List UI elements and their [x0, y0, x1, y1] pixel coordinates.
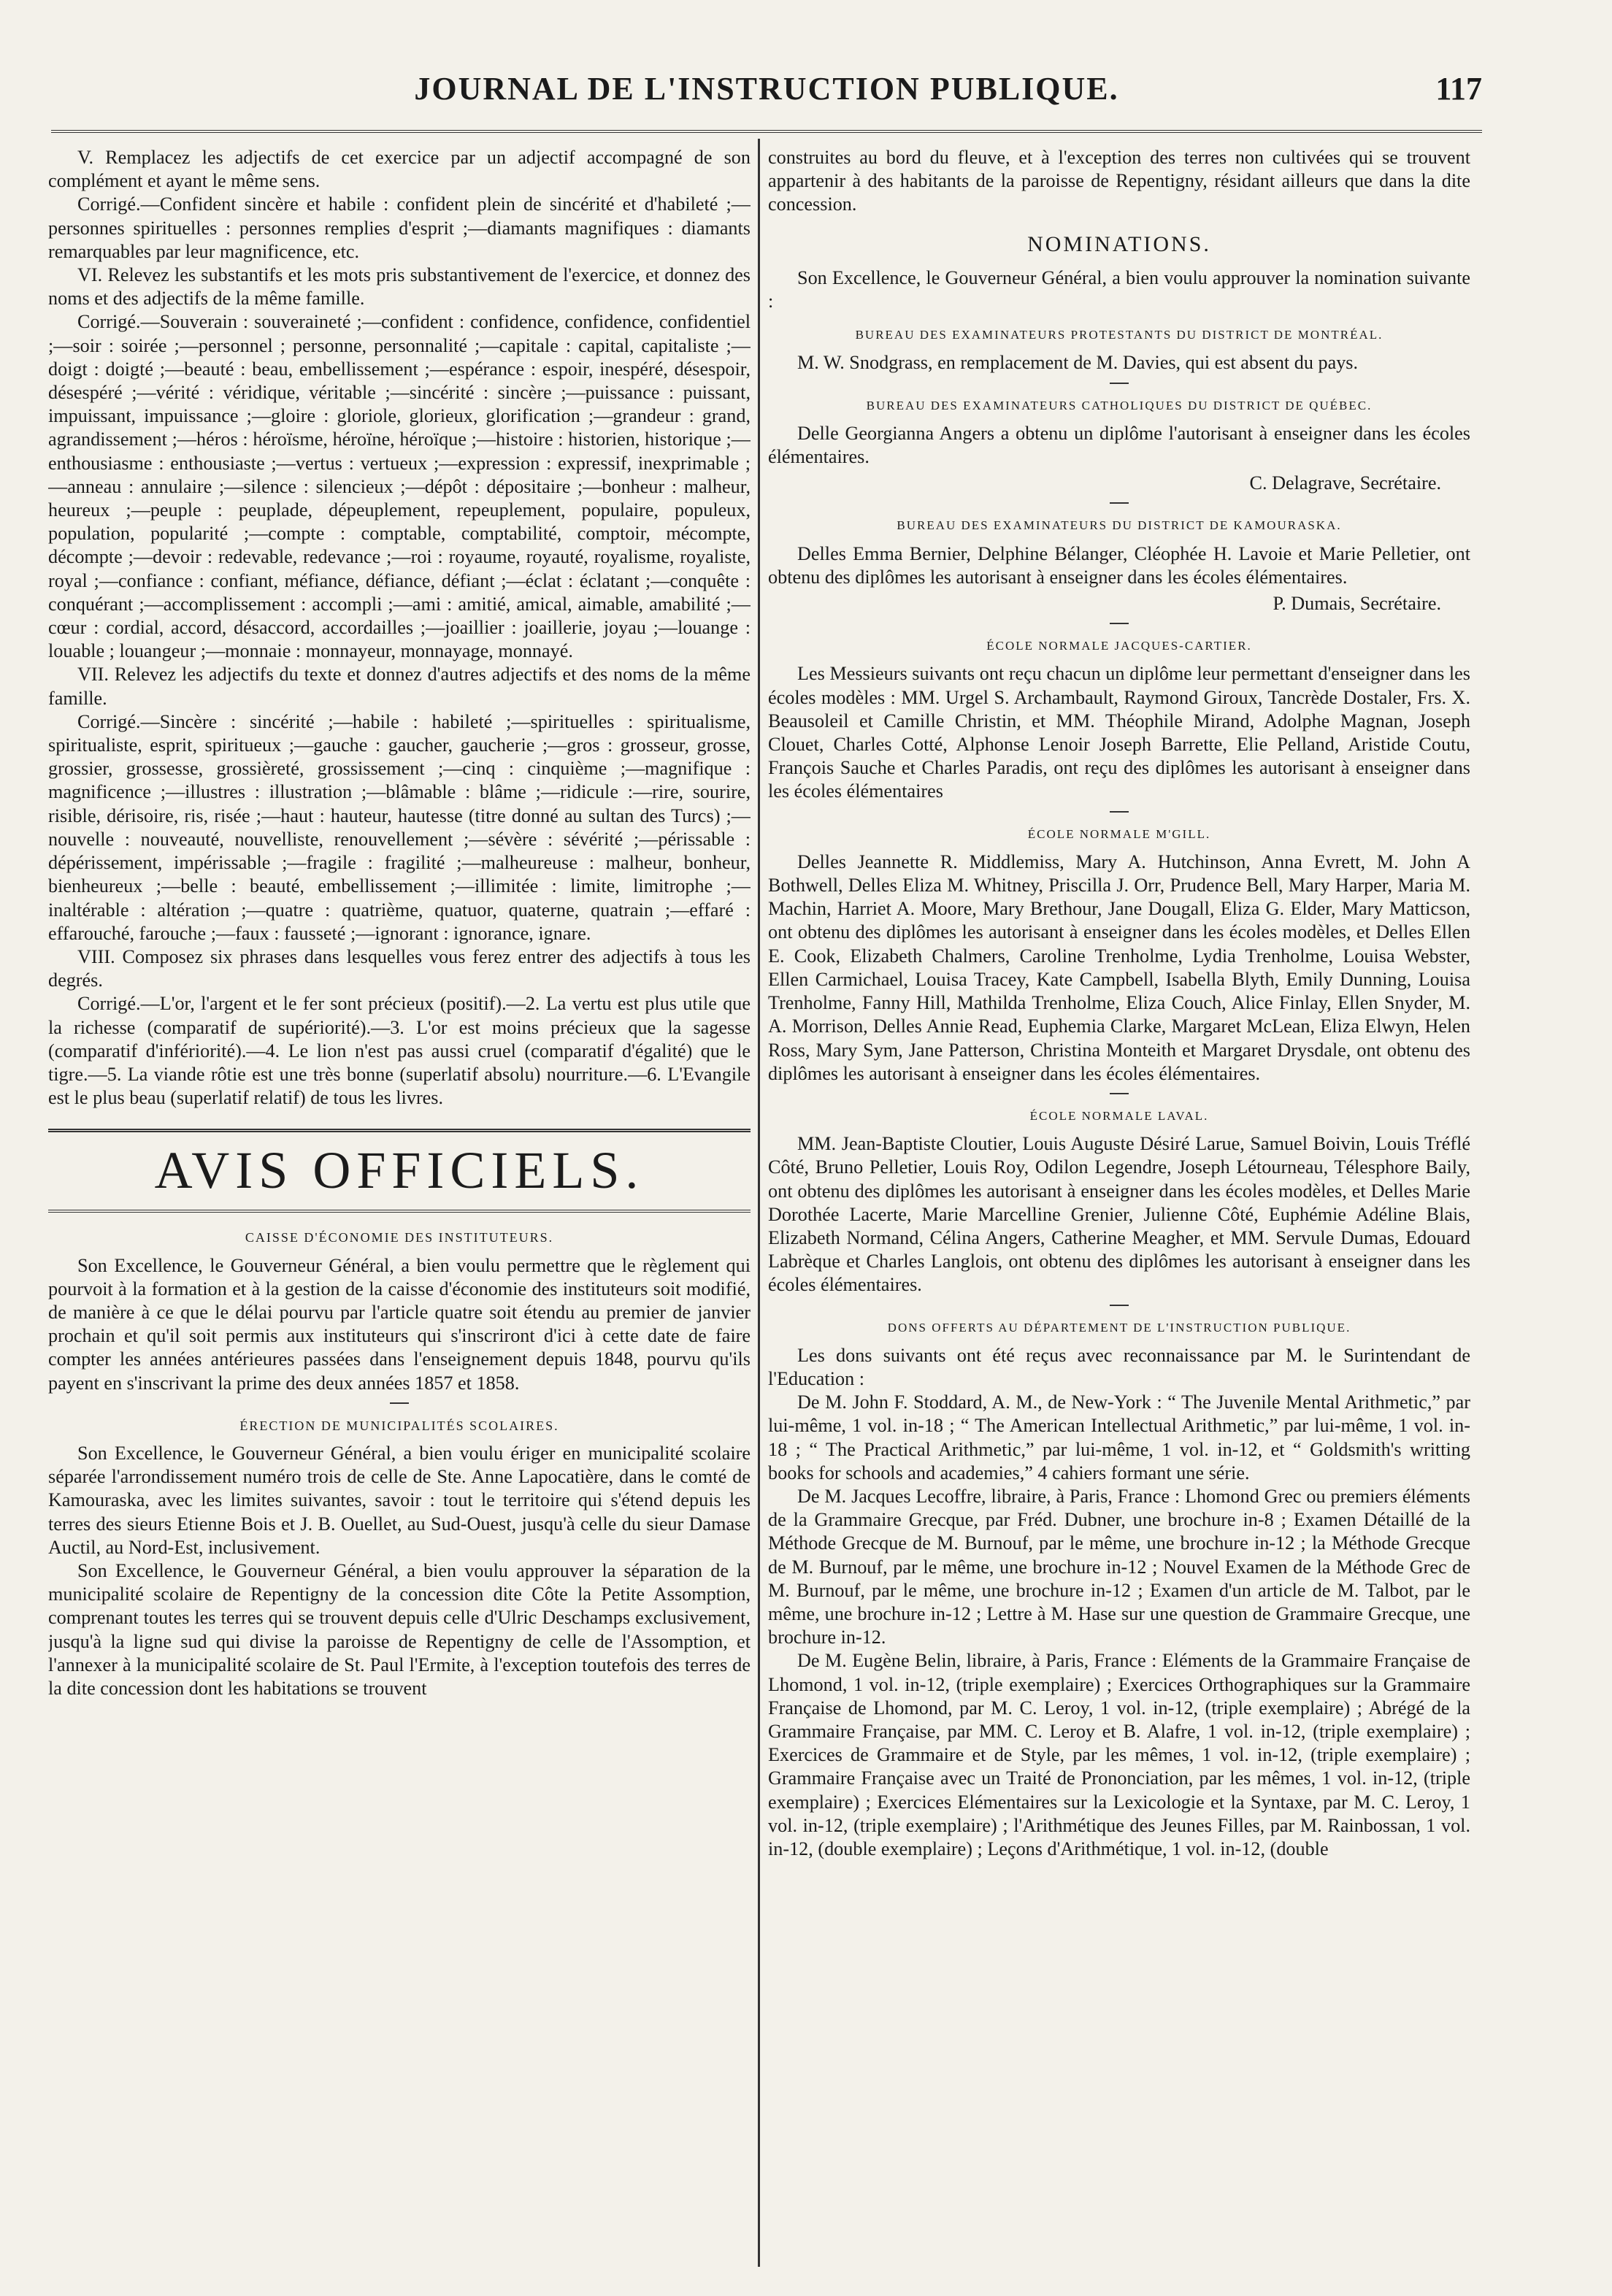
- dons-stoddard: De M. John F. Stoddard, A. M., de New-York : “ The Juvenile Mental Arithmetic,” par lui-même, 1 vol. in-18 ; “ The American Intellectual Arithmetic,” par lui-même, 1 vol. in-18 ; “ The Practical Arithmetic,” par lui-même, 1 vol. in-12, et “ Goldsmith's writting books for schools and academies,” 4 cahiers formant une série.: [768, 1391, 1470, 1483]
- bureau-quebec-heading: BUREAU DES EXAMINATEURS CATHOLIQUES DU DISTRICT DE QUÉBEC.: [866, 398, 1373, 412]
- erection-heading: ÉRECTION DE MUNICIPALITÉS SCOLAIRES.: [239, 1418, 559, 1433]
- bureau-kamouraska-heading: BUREAU DES EXAMINATEURS DU DISTRICT DE KAMOURASKA.: [897, 518, 1342, 533]
- laval-text: MM. Jean-Baptiste Cloutier, Louis Auguste Désiré Larue, Samuel Boivin, Louis Tréflé Côté, Bruno Pelletier, Louis Roy, Odilon Legendre, Joseph Létourneau, Télesphore Baily, ont obtenu des diplômes les autorisant à enseigner dans les écoles modèles, et Delles Marie Dorothée Lacerte, Marie Marcelline Grenier, Julienne Côté, Euphémie Adéline Blais, Elizabeth Normand, Célina Angers, Catherine Meagher, et MM. Servule Dumas, Edouard Labrèque et Charles Langlois, ont obtenu des diplômes les autorisant à enseigner dans les écoles élémentaires.: [768, 1133, 1470, 1296]
- laval-heading: ÉCOLE NORMALE LAVAL.: [1029, 1108, 1209, 1123]
- mcgill-heading: ÉCOLE NORMALE M'GILL.: [1027, 826, 1211, 841]
- separator: [1110, 623, 1129, 624]
- correction-7: Corrigé.—Sincère : sincérité ;—habile : habileté ;—spirituelles : spiritualisme, spiritualiste, esprit, spiritueux ;—gauche : gaucher, gaucherie ;—gros : grosseur, grosse, grossier, grossesse, grossièreté, grossissement ;—cinq : cinquième ;—magnifique : magnificence ;—illustres : illustration ;—blâmable : blâme ;—ridicule :—rire, sourire, risible, dérisoire, ris, risée ;—haut : hauteur, hautesse (titre donné au sultan des Turcs) ;—nouvelle : nouveauté, nouvelliste, renouvellement ;—sévère : sévérité ;—périssable : dépérissement, impérissable ;—fragile : fragilité ;—malheureuse : malheur, bonheur, bienheureux ;—belle : beauté, embellissement ;—illimitée : limite, limitrophe ;—inaltérable : altération ;—quatre : quatrième, quatuor, quaterne, quatrain ;—effaré : effarouché, farouche ;—faux : fausseté ;—ignorant : ignorance, ignare.: [48, 710, 751, 944]
- mcgill-text: Delles Jeannette R. Middlemiss, Mary A. Hutchinson, Anna Evrett, M. John A Bothwell, Delles Eliza M. Whitney, Priscilla J. Orr, Prudence Bell, Mary Harper, Maria M. Machin, Harriet A. Moore, Mary Brethour, Jane Dougall, Eliza G. Elder, Mary Matticson, ont obtenu des diplômes les autorisant à enseigner dans les écoles modèles, et Delles Ellen E. Cook, Elizabeth Chalmers, Caroline Trenholme, Lydia Trenholme, Louisa Webster, Ellen Carmichael, Louisa Tracey, Kate Campbell, Isabella Blyth, Emily Dunning, Louisa Trenholme, Fanny Hill, Mathilda Trenholme, Eliza Couch, Alice Finlay, Ellen Snyder, M. A. Morrison, Delles Annie Read, Euphemia Clarke, Margaret McLean, Eliza Elwyn, Helen Ross, Mary Sym, Jane Patterson, Christina Monteith et Margaret Drysdale, ont obtenu des diplômes les autorisant à enseigner dans les écoles élémentaires.: [768, 851, 1470, 1084]
- bureau-kamouraska-text: Delles Emma Bernier, Delphine Bélanger, Cléophée H. Lavoie et Marie Pelletier, ont obtenu des diplômes les autorisant à enseigner dans les écoles élémentaires.: [768, 542, 1470, 588]
- header-rule: [51, 130, 1482, 133]
- dons-lecoffre: De M. Jacques Lecoffre, libraire, à Paris, France : Lhomond Grec ou premiers éléments de la Grammaire Grecque, par Fréd. Dubner, une brochure in-8 ; Examen Détaillé de la Méthode Grecque de M. Burnouf, par le même, une brochure in-12 ; la Méthode Grecque de M. Burnouf, par le même, une brochure in-12 ; Nouvel Examen de la Méthode Grec de M. Burnouf, par le même, une brochure in-12 ; Examen d'un article de M. Talbot, par le même, une brochure in-12 ; Lettre à M. Hase sur une question de Grammaire Grecque, une brochure in-12.: [768, 1485, 1470, 1648]
- page-number: 117: [1435, 71, 1482, 107]
- bureau-kamouraska-signature: P. Dumais, Secrétaire.: [1273, 593, 1441, 615]
- column-divider: [758, 139, 760, 2267]
- caisse-text: Son Excellence, le Gouverneur Général, a bien voulu permettre que le règlement qui pourvoit à la formation et à la gestion de la caisse d'économie des instituteurs soit modifié, de manière à ce que le délai pourvu par l'article quatre soit étendu au premier de janvier prochain et qu'il soit permis aux instituteurs qui s'inscriront d'ici à cette date de faire compter les années antérieures passées dans l'enseignement depuis 1848, pourvu qu'ils payent en s'inscrivant la prime des deux années 1857 et 1858.: [48, 1254, 751, 1394]
- dons-intro: Les dons suivants ont été reçus avec reconnaissance par M. le Surintendant de l'Education :: [768, 1344, 1470, 1389]
- bureau-quebec-signature: C. Delagrave, Secrétaire.: [1249, 472, 1441, 494]
- exercise-8: VIII. Composez six phrases dans lesquelles vous ferez entrer des adjectifs à tous les degrés.: [48, 945, 751, 991]
- erection-text-2: Son Excellence, le Gouverneur Général, a bien voulu approuver la séparation de la municipalité scolaire de Repentigny de la concession dite Côte la Petite Assomption, comprenant toutes les terres qui se trouvent depuis celle d'Ulric Deschamps exclusivement, jusqu'à la ligne sud qui divise la paroisse de Repentigny de celle de l'Assomption, et l'annexer à la municipalité scolaire de St. Paul l'Ermite, à l'exception toutefois des terres de la dite concession dont les habitations se trouvent: [48, 1559, 751, 1699]
- dons-belin: De M. Eugène Belin, libraire, à Paris, France : Eléments de la Grammaire Française de Lhomond, 1 vol. in-12, (triple exemplaire) ; Exercices Orthographiques sur la Grammaire Française de Lhomond, par M. C. Leroy, 1 vol. in-12, (triple exemplaire) ; Abrégé de la Grammaire Française, par MM. C. Leroy et B. Alafre, 1 vol. in-12, (triple exemplaire) ; Exercices de Grammaire et de Style, par les mêmes, 1 vol. in-12, (triple exemplaire) ; Grammaire Française avec un Traité de Prononciation, par les mêmes, 1 vol. in-12, (triple exemplaire) ; Exercices Elémentaires sur la Lexicologie et la Syntaxe, par M. C. Leroy, 1 vol. in-12, (triple exemplaire) ; l'Arithmétique des Jeunes Filles, par M. Rainbossan, 1 vol. in-12, (double exemplaire) ; Leçons d'Arithmétique, 1 vol. in-12, (double: [768, 1650, 1470, 1859]
- correction-5: Corrigé.—Confident sincère et habile : confident plein de sincérité et d'habileté ;—personnes spirituelles : personnes remplies d'esprit ;—diamants magnifiques : diamants remarquables par leur magnificence, etc.: [48, 193, 751, 262]
- erection-text-1: Son Excellence, le Gouverneur Général, a bien voulu ériger en municipalité scolaire séparée l'arrondissement numéro trois de celle de Ste. Anne Lapocatière, dans le comté de Kamouraska, avec les limites suivantes, savoir : tout le territoire qui s'étend depuis les terres des sieurs Etienne Bois et J. B. Ouellet, au Sud-Ouest, jusqu'à celle du sieur Damase Auctil, au Nord-Est, inclusivement.: [48, 1442, 751, 1558]
- continuation-text: construites au bord du fleuve, et à l'exception des terres non cultivées qui se trouvent appartenir à des habitants de la paroisse de Repentigny, résidant ailleurs que dans la dite concession.: [768, 147, 1470, 215]
- jacques-cartier-text: Les Messieurs suivants ont reçu chacun un diplôme leur permettant d'enseigner dans les écoles modèles : MM. Urgel S. Archambault, Raymond Giroux, Tancrède Dostaler, Frs. X. Beausoleil et Camille Christin, et MM. Théophile Mirand, Adolphe Magnan, Joseph Clouet, Charles Cotté, Alphonse Lenoir Joseph Barrette, Elie Pelland, Aristide Coutu, François Sauche et Charles Paradis, ont reçu des diplômes les autorisant à enseigner dans les écoles élémentaires: [768, 663, 1470, 802]
- bureau-quebec-text: Delle Georgianna Angers a obtenu un diplôme l'autorisant à enseigner dans les écoles élémentaires.: [768, 422, 1470, 468]
- bureau-montreal-heading: BUREAU DES EXAMINATEURS PROTESTANTS DU DISTRICT DE MONTRÉAL.: [855, 328, 1383, 342]
- separator: [1110, 1093, 1129, 1094]
- jacques-cartier-heading: ÉCOLE NORMALE JACQUES-CARTIER.: [986, 639, 1252, 653]
- title-rule: [48, 1210, 751, 1213]
- right-column: [768, 146, 1470, 2267]
- separator: [1110, 383, 1129, 384]
- bureau-montreal-text: M. W. Snodgrass, en remplacement de M. Davies, qui est absent du pays.: [797, 352, 1359, 374]
- separator: [1110, 1305, 1129, 1306]
- nominations-heading: NOMINATIONS.: [1027, 231, 1211, 256]
- separator: [1110, 502, 1129, 504]
- exercise-6: VI. Relevez les substantifs et les mots pris substantivement de l'exercice, et donnez des noms et des adjectifs de la même famille.: [48, 264, 751, 310]
- correction-6: Corrigé.—Souverain : souveraineté ;—confident : confidence, confidence, confidentiel ;—soir : soirée ;—personnel ; personne, personnalité ;—capitale : capital, capitaliste ;—doigt : doigté ;—beauté : beau, embellissement ;—espérance : espoir, inespéré, désespoir, désespéré ;—vérité : véridique, véritable ;—sincérité : sincère ;—puissance : puissant, impuissant, impuissance ;—gloire : gloriole, glorieux, glorification ;—grandeur : grand, agrandissement ;—héros : héroïsme, héroïne, héroïque ;—histoire : historien, historique ;—enthousiasme : enthousiaste ;—vertus : vertueux ;—expression : expressif, inexprimable ;—anneau : annulaire ;—silence : silencieux ;—dépôt : dépositaire ;—bonheur : malheur, heureux ;—peuple : peuplade, dépeuplement, repeuplement, populaire, populeux, population, popularité ;—compte : comptable, comptabilité, comptoir, mécompte, décompte ;—devoir : redevable, redevance ;—roi : royaume, royauté, royalisme, royaliste, royal ;—confiance : confiant, méfiance, défiance, défiant ;—éclat : éclatant ;—conquête : conquérant ;—accomplissement : accompli ;—ami : amitié, amical, aimable, amabilité ;—cœur : cordial, accord, désaccord, accordailles ;—joaillier : joaillerie, joyau ;—louange : louable ; louangeur ;—monnaie : monnayeur, monnayage, monnayé.: [48, 311, 751, 662]
- dons-heading: DONS OFFERTS AU DÉPARTEMENT DE L'INSTRUCTION PUBLIQUE.: [887, 1320, 1351, 1335]
- section-rule: [48, 1129, 751, 1132]
- correction-8: Corrigé.—L'or, l'argent et le fer sont précieux (positif).—2. La vertu est plus utile que la richesse (comparatif de supériorité).—3. L'or est moins précieux que la sagesse (comparatif d'infériorité).—4. Le lion n'est pas aussi cruel (comparatif d'égalité) que le tigre.—5. La viande rôtie est une très bonne (superlatif absolu) nourriture.—6. L'Evangile est le plus beau (superlatif relatif) de tous les livres.: [48, 993, 751, 1109]
- journal-title: JOURNAL DE L'INSTRUCTION PUBLIQUE.: [414, 71, 1119, 107]
- separator: [1110, 811, 1129, 813]
- avis-officiels-title: AVIS OFFICIELS.: [154, 1141, 645, 1200]
- exercise-5: V. Remplacez les adjectifs de cet exercice par un adjectif accompagné de son complément et ayant le même sens.: [48, 147, 751, 192]
- caisse-heading: CAISSE D'ÉCONOMIE DES INSTITUTEURS.: [245, 1230, 554, 1245]
- separator: [390, 1402, 409, 1404]
- left-column: [48, 146, 751, 2267]
- page-header: [51, 70, 1482, 121]
- exercise-7: VII. Relevez les adjectifs du texte et donnez d'autres adjectifs et des noms de la même famille.: [48, 664, 751, 709]
- nominations-intro: Son Excellence, le Gouverneur Général, a bien voulu approuver la nomination suivante :: [768, 266, 1470, 312]
